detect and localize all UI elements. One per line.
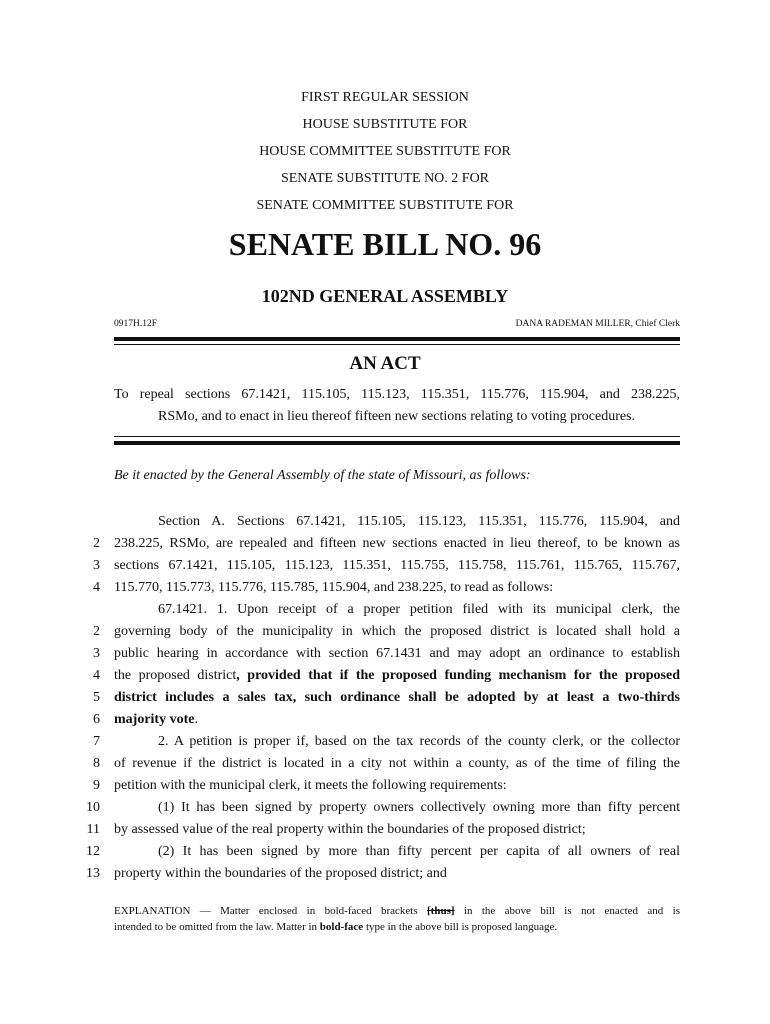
line-number: 10	[86, 800, 100, 815]
line-text: property within the boundaries of the proposed district; and	[114, 866, 447, 881]
line-number: 7	[93, 734, 100, 749]
bill-line	[0, 841, 770, 863]
line-text: by assessed value of the real property within the boundaries of the proposed district;	[114, 822, 586, 837]
line-number: 12	[86, 844, 100, 859]
bill-line	[0, 577, 770, 599]
bill-body	[0, 511, 770, 885]
explanation-text: intended to be omitted from the law. Matter in	[114, 921, 320, 933]
line-text: (1) It has been signed by property owners collectively owning more than fifty percent	[158, 800, 680, 815]
line-number: 2	[93, 536, 100, 551]
bill-line	[0, 819, 770, 841]
line-number: 2	[93, 624, 100, 639]
line-number: 9	[93, 778, 100, 793]
bill-line	[0, 709, 770, 731]
line-text: (2) It has been signed by more than fifty percent per capita of all owners of real	[158, 844, 680, 859]
assembly-title: 102ND GENERAL ASSEMBLY	[261, 286, 509, 306]
substitute-line-3: SENATE SUBSTITUTE NO. 2 FOR	[280, 171, 490, 186]
doc-code: 0917H.12F	[114, 319, 158, 329]
line-text: governing body of the municipality in which the proposed district is located shall hold a	[114, 624, 680, 639]
line-text: of revenue if the district is located in a city not within a county, as of the time of filing the	[114, 756, 680, 771]
bill-line	[0, 731, 770, 753]
line-text: public hearing in accordance with section 67.1431 and may adopt an ordinance to establish	[114, 646, 680, 661]
header-rule-thick	[114, 337, 680, 341]
line-number: 4	[93, 580, 100, 595]
line-text: 115.770, 115.773, 115.776, 115.785, 115.904, and 238.225, to read as follows:	[114, 580, 554, 595]
purpose-line-2: RSMo, and to enact in lieu thereof fifteen new sections relating to voting procedures.	[158, 409, 636, 424]
purpose-rule-thin	[114, 436, 680, 437]
line-text: 2. A petition is proper if, based on the tax records of the county clerk, or the collector	[158, 734, 680, 749]
line-number: 3	[93, 646, 100, 661]
line-text	[114, 687, 680, 709]
substitute-line-1: HOUSE SUBSTITUTE FOR	[302, 117, 468, 132]
plain-text: the proposed district	[114, 668, 237, 683]
bill-line	[0, 621, 770, 643]
explanation-note	[114, 903, 680, 935]
purpose-line-1: To repeal sections 67.1421, 115.105, 115.123, 115.351, 115.776, 115.904, and 238.225,	[114, 387, 680, 402]
proposed-language: majority vote	[114, 712, 195, 727]
line-text	[114, 709, 680, 731]
line-number: 13	[86, 866, 100, 881]
bill-line	[0, 643, 770, 665]
explanation-line-1	[114, 903, 680, 919]
chief-clerk: DANA RADEMAN MILLER, Chief Clerk	[515, 319, 680, 329]
bill-line	[0, 599, 770, 621]
line-text: 238.225, RSMo, are repealed and fifteen new sections enacted in lieu thereof, to be known as	[114, 536, 680, 551]
line-text: Section A. Sections 67.1421, 115.105, 115.123, 115.351, 115.776, 115.904, and	[158, 514, 680, 529]
explanation-text: in the above bill is not enacted and is	[454, 905, 680, 917]
line-text: sections 67.1421, 115.105, 115.123, 115.351, 115.755, 115.758, 115.761, 115.765, 115.767,	[114, 558, 680, 573]
line-number: 6	[93, 712, 100, 727]
line-text	[114, 665, 680, 687]
explanation-line-2	[114, 919, 680, 935]
enacting-clause: Be it enacted by the General Assembly of the state of Missouri, as follows:	[114, 468, 531, 483]
purpose-rule-thick	[114, 441, 680, 445]
header-rule-thin	[114, 344, 680, 345]
line-number: 4	[93, 668, 100, 683]
act-title: AN ACT	[349, 353, 421, 374]
line-text: petition with the municipal clerk, it meets the following requirements:	[114, 778, 507, 793]
bill-line	[0, 533, 770, 555]
explanation-text: type in the above bill is proposed language.	[363, 921, 558, 933]
struck-example: [thus]	[427, 905, 455, 917]
plain-text: .	[194, 712, 198, 727]
bold-face-example: bold-face	[319, 921, 364, 933]
bill-line	[0, 863, 770, 885]
explanation-text: EXPLANATION — Matter enclosed in bold-faced brackets	[114, 905, 428, 917]
bill-line	[0, 797, 770, 819]
line-number: 3	[93, 558, 100, 573]
bill-line	[0, 687, 770, 709]
proposed-language: , provided that if the proposed funding mechanism for the proposed	[236, 668, 680, 683]
bill-line	[0, 555, 770, 577]
bill-line	[0, 511, 770, 533]
bill-title: SENATE BILL NO. 96	[228, 226, 542, 262]
line-number: 11	[86, 822, 100, 837]
bill-line	[0, 665, 770, 687]
act-purpose	[114, 384, 680, 428]
bill-line	[0, 753, 770, 775]
proposed-language: district includes a sales tax, such ordinance shall be adopted by at least a two-thirds	[114, 690, 680, 705]
substitute-line-4: SENATE COMMITTEE SUBSTITUTE FOR	[256, 198, 514, 213]
bill-line	[0, 775, 770, 797]
line-number: 5	[93, 690, 100, 705]
substitute-line-2: HOUSE COMMITTEE SUBSTITUTE FOR	[259, 144, 511, 159]
session-line: FIRST REGULAR SESSION	[301, 90, 469, 105]
line-text: 67.1421. 1. Upon receipt of a proper petition filed with its municipal clerk, the	[158, 602, 680, 617]
line-number: 8	[93, 756, 100, 771]
